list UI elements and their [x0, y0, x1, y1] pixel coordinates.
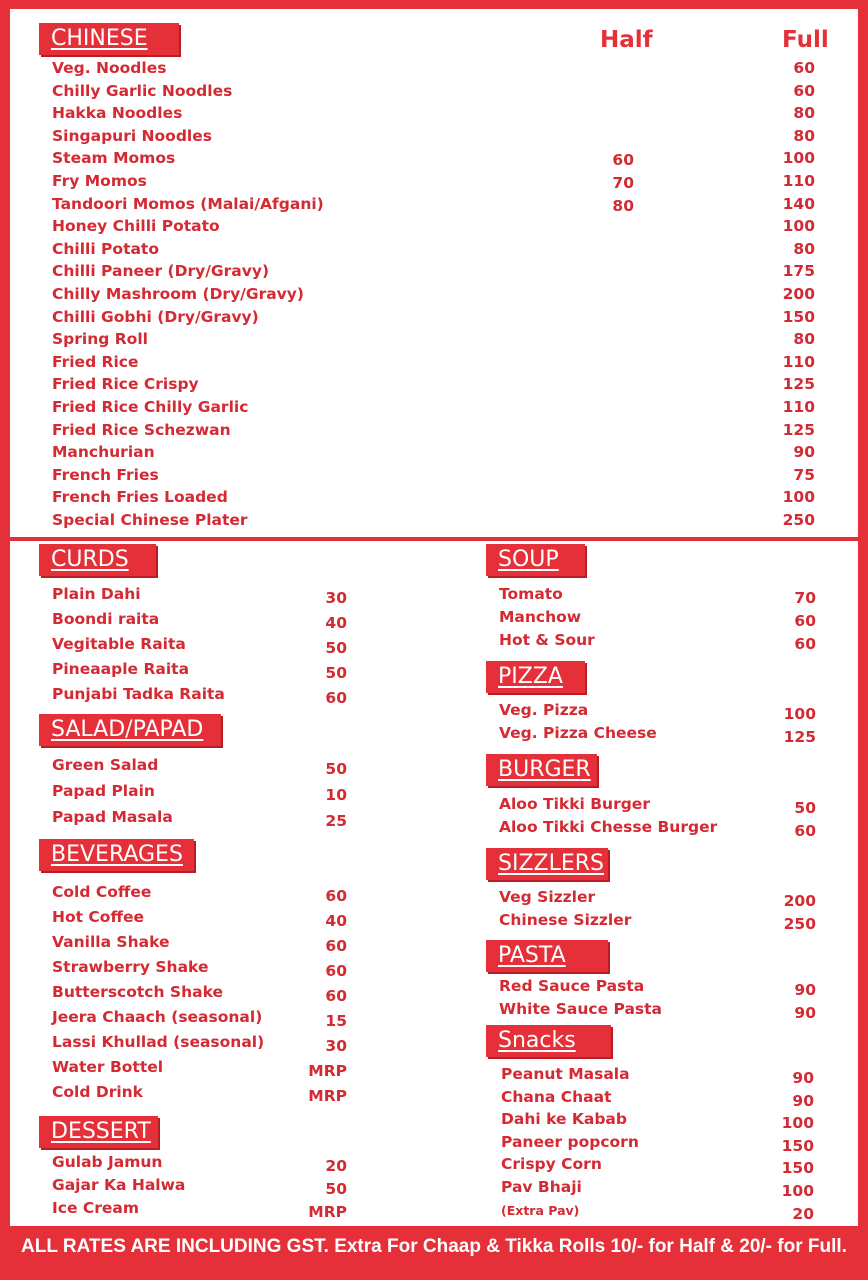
snacks-item-price: 150 [781, 1136, 814, 1155]
curds-item-price: 60 [325, 689, 347, 707]
dessert-item-price: 20 [325, 1157, 347, 1175]
sizzlers-item-name: Chinese Sizzler [499, 911, 632, 929]
salad-item-name: Papad Plain [52, 782, 155, 800]
dessert-item-name: Gajar Ka Halwa [52, 1176, 186, 1194]
snacks-item-price: 150 [781, 1159, 814, 1178]
full-column-header: Full [782, 27, 829, 53]
beverages-item-name: Cold Drink [52, 1083, 143, 1101]
beverages-item-price: MRP [308, 1087, 347, 1105]
chinese-item-name: Chilli Gobhi (Dry/Gravy) [52, 307, 259, 326]
chinese-item-name: Spring Roll [52, 330, 148, 349]
chinese-item-name: Fried Rice Crispy [52, 375, 199, 394]
curds-item-price: 50 [325, 639, 347, 657]
chinese-item-price: 110 [782, 398, 815, 416]
beverages-item-price: MRP [308, 1062, 347, 1080]
snacks-section-header: Snacks [486, 1025, 611, 1057]
chinese-item-name: Hakka Noodles [52, 104, 183, 123]
soup-item-name: Hot & Sour [499, 631, 595, 649]
salad-item-name: Green Salad [52, 756, 159, 774]
chinese-item-name: Fried Rice Chilly Garlic [52, 398, 249, 416]
chinese-item-name: Singapuri Noodles [52, 126, 212, 145]
chinese-item-price: 100 [782, 488, 815, 507]
chinese-item-name: Fried Rice [52, 352, 139, 371]
burger-section-header: BURGER [486, 754, 597, 786]
chinese-item-name: Fry Momos [52, 172, 147, 190]
curds-item-name: Pineaaple Raita [52, 660, 190, 678]
soup-item-price: 60 [794, 635, 816, 653]
curds-item-name: Plain Dahi [52, 585, 141, 603]
burger-item-price: 50 [794, 799, 816, 817]
snacks-item-name: (Extra Pav) [501, 1202, 580, 1218]
beverages-item-name: Jeera Chaach (seasonal) [52, 1008, 263, 1026]
chinese-item-price: 80 [793, 239, 815, 258]
chinese-item-name: Manchurian [52, 443, 155, 462]
beverages-item-price: 15 [325, 1012, 347, 1030]
chinese-item-price: 175 [782, 262, 815, 281]
pizza-item-name: Veg. Pizza [499, 701, 589, 719]
half-column-header: Half [600, 27, 653, 53]
dessert-item-price: 50 [325, 1180, 347, 1198]
chinese-section-header: CHINESE [39, 23, 179, 55]
beverages-item-price: 30 [325, 1037, 347, 1055]
snacks-item-price: 100 [781, 1114, 814, 1133]
beverages-item-name: Strawberry Shake [52, 958, 209, 976]
beverages-item-price: 40 [325, 912, 347, 930]
dessert-item-name: Ice Cream [52, 1199, 140, 1217]
chinese-item-price: 80 [793, 126, 815, 145]
chinese-item-half-price: 60 [612, 151, 634, 170]
soup-item-price: 70 [794, 589, 816, 607]
chinese-item-price: 60 [793, 59, 815, 77]
snacks-item-name: Chana Chaat [501, 1087, 612, 1106]
snacks-item-price: 20 [792, 1204, 814, 1223]
chinese-item-price: 60 [793, 81, 815, 100]
beverages-item-name: Vanilla Shake [52, 933, 170, 951]
sizzlers-item-price: 250 [783, 915, 816, 933]
curds-item-name: Punjabi Tadka Raita [52, 685, 225, 703]
chinese-item-name: Chilly Mashroom (Dry/Gravy) [52, 285, 304, 303]
salad-item-price: 25 [325, 812, 347, 830]
chinese-item-price: 125 [782, 375, 815, 394]
chinese-item-price: 150 [782, 307, 815, 326]
salad-papad-section-header: SALAD/PAPAD [39, 714, 221, 746]
chinese-item-price: 125 [782, 420, 815, 439]
soup-section-header: SOUP [486, 544, 585, 576]
beverages-item-price: 60 [325, 987, 347, 1005]
soup-item-name: Manchow [499, 608, 582, 626]
chinese-item-name: Chilli Paneer (Dry/Gravy) [52, 262, 270, 281]
chinese-item-name: Special Chinese Plater [52, 511, 248, 529]
chinese-item-price: 90 [793, 443, 815, 462]
curds-item-price: 40 [325, 614, 347, 632]
salad-item-name: Papad Masala [52, 808, 173, 826]
pizza-item-price: 100 [783, 705, 816, 723]
chinese-item-name: Honey Chilli Potato [52, 217, 220, 236]
dessert-item-name: Gulab Jamun [52, 1153, 163, 1171]
chinese-item-name: Fried Rice Schezwan [52, 420, 231, 439]
pasta-item-name: Red Sauce Pasta [499, 977, 645, 995]
chinese-item-name: French Fries [52, 465, 159, 484]
pizza-item-price: 125 [783, 728, 816, 746]
beverages-item-name: Butterscotch Shake [52, 983, 223, 1001]
chinese-item-price: 75 [793, 465, 815, 484]
curds-item-name: Vegitable Raita [52, 635, 186, 653]
burger-item-name: Aloo Tikki Burger [499, 795, 650, 813]
burger-item-price: 60 [794, 822, 816, 840]
curds-item-name: Boondi raita [52, 610, 160, 628]
salad-item-price: 10 [325, 786, 347, 804]
snacks-item-price: 100 [781, 1182, 814, 1200]
beverages-item-name: Cold Coffee [52, 883, 152, 901]
snacks-item-price: 90 [792, 1091, 814, 1110]
burger-item-name: Aloo Tikki Chesse Burger [499, 818, 718, 836]
pasta-section-header: PASTA [486, 940, 608, 972]
chinese-item-price: 250 [782, 511, 815, 529]
chinese-item-half-price: 80 [612, 196, 634, 215]
chinese-item-price: 100 [782, 149, 815, 168]
dessert-section-header: DESSERT [39, 1116, 158, 1148]
sizzlers-section-header: SIZZLERS [486, 848, 608, 880]
sizzlers-item-price: 200 [783, 892, 816, 910]
beverages-section-header: BEVERAGES [39, 839, 194, 871]
soup-item-price: 60 [794, 612, 816, 630]
pasta-item-price: 90 [794, 1004, 816, 1022]
chinese-item-price: 110 [782, 172, 815, 190]
snacks-item-name: Peanut Masala [501, 1065, 630, 1083]
chinese-item-price: 140 [782, 194, 815, 213]
snacks-item-name: Dahi ke Kabab [501, 1110, 627, 1129]
soup-item-name: Tomato [499, 585, 563, 603]
pizza-item-name: Veg. Pizza Cheese [499, 724, 657, 742]
chinese-item-name: Chilly Garlic Noodles [52, 81, 233, 100]
salad-item-price: 50 [325, 760, 347, 778]
chinese-item-name: Steam Momos [52, 149, 176, 168]
dessert-item-price: MRP [308, 1203, 347, 1221]
snacks-item-name: Crispy Corn [501, 1155, 602, 1174]
snacks-item-name: Paneer popcorn [501, 1132, 639, 1151]
chinese-item-half-price: 70 [612, 174, 634, 192]
chinese-item-price: 110 [782, 352, 815, 371]
chinese-item-name: Chilli Potato [52, 239, 159, 258]
beverages-item-name: Lassi Khullad (seasonal) [52, 1033, 265, 1051]
beverages-item-name: Water Bottel [52, 1058, 164, 1076]
beverages-item-price: 60 [325, 887, 347, 905]
beverages-item-price: 60 [325, 962, 347, 980]
snacks-item-name: Pav Bhaji [501, 1178, 582, 1196]
beverages-item-price: 60 [325, 937, 347, 955]
pasta-item-price: 90 [794, 981, 816, 999]
footer-note: ALL RATES ARE INCLUDING GST. Extra For Chaap & Tikka Rolls 10/- for Half & 20/- for Full. [21, 1236, 847, 1257]
sizzlers-item-name: Veg Sizzler [499, 888, 596, 906]
chinese-item-price: 80 [793, 104, 815, 123]
chinese-item-price: 200 [782, 285, 815, 303]
chinese-item-name: Veg. Noodles [52, 59, 167, 77]
snacks-item-price: 90 [792, 1069, 814, 1087]
curds-item-price: 50 [325, 664, 347, 682]
pasta-item-name: White Sauce Pasta [499, 1000, 663, 1018]
chinese-item-price: 80 [793, 330, 815, 349]
chinese-item-name: French Fries Loaded [52, 488, 228, 507]
curds-section-header: CURDS [39, 544, 156, 576]
beverages-item-name: Hot Coffee [52, 908, 145, 926]
pizza-section-header: PIZZA [486, 661, 585, 693]
chinese-item-price: 100 [782, 217, 815, 236]
curds-item-price: 30 [325, 589, 347, 607]
chinese-item-name: Tandoori Momos (Malai/Afgani) [52, 194, 324, 213]
